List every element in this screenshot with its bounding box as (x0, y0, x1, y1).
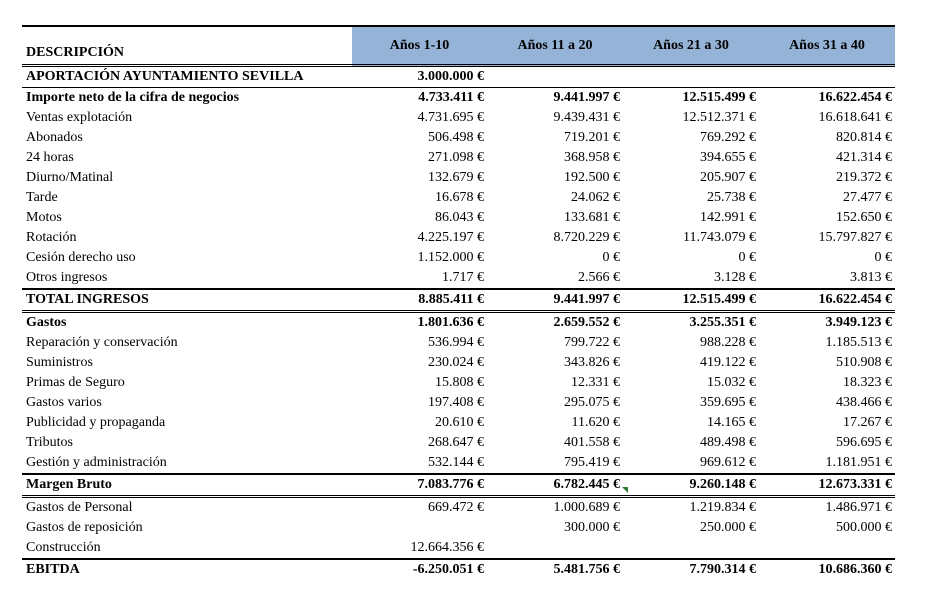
value-cell: 1.000.689 € (553, 500, 620, 515)
value-cell: 15.808 € (435, 375, 484, 390)
value-cell: 24.062 € (571, 190, 620, 205)
value-cell: 9.441.997 € (553, 90, 620, 105)
financial-table (22, 25, 895, 580)
value-cell: 3.000.000 € (352, 66, 487, 88)
value-cell: 799.722 € (564, 335, 620, 350)
value-cell: 536.994 € (428, 335, 484, 350)
value-cell: 17.267 € (843, 415, 892, 430)
value-cell: 1.152.000 € (417, 250, 484, 265)
value-cell: 2.659.552 € (553, 315, 620, 330)
value-cell: 969.612 € (700, 455, 756, 470)
row-label: Abonados (26, 130, 83, 145)
table-row (22, 66, 895, 88)
value-cell: 16.678 € (435, 190, 484, 205)
value-cell: -6.250.051 € (352, 559, 487, 580)
value-cell: 359.695 € (700, 395, 756, 410)
value-cell: 132.679 € (428, 170, 484, 185)
row-label: Diurno/Matinal (26, 170, 114, 185)
value-cell: 197.408 € (428, 395, 484, 410)
value-cell: 9.441.997 € (487, 289, 623, 312)
table-row (22, 168, 895, 188)
row-label: Gestión y administración (26, 455, 167, 470)
value-cell: 16.622.454 € (818, 90, 892, 105)
value-cell: 368.958 € (564, 150, 620, 165)
table-row (22, 268, 895, 289)
value-cell: 719.201 € (564, 130, 620, 145)
value-cell (759, 66, 895, 88)
value-cell: 7.083.776 € (352, 474, 487, 497)
table-row (22, 453, 895, 474)
table-row (22, 208, 895, 228)
value-cell: 1.219.834 € (689, 500, 756, 515)
value-cell: 419.122 € (700, 355, 756, 370)
value-cell: 9.439.431 € (553, 110, 620, 125)
value-cell: 3.128 € (714, 270, 756, 285)
value-cell: 394.655 € (700, 150, 756, 165)
value-cell: 596.695 € (836, 435, 892, 450)
value-cell: 12.673.331 € (759, 474, 895, 497)
value-cell: 15.032 € (707, 375, 756, 390)
value-cell: 268.647 € (428, 435, 484, 450)
header-years-1-10: Años 1-10 (352, 27, 487, 66)
value-cell: 230.024 € (428, 355, 484, 370)
value-cell: 12.664.356 € (410, 540, 484, 555)
row-label: Cesión derecho uso (26, 250, 136, 265)
value-cell: 795.419 € (564, 455, 620, 470)
row-label: 24 horas (26, 150, 74, 165)
row-label: EBITDA (22, 559, 352, 580)
value-cell: 86.043 € (435, 210, 484, 225)
value-cell: 8.720.229 € (553, 230, 620, 245)
value-cell: 2.566 € (578, 270, 620, 285)
row-label: Tarde (26, 190, 58, 205)
row-label: Otros ingresos (26, 270, 108, 285)
value-cell: 12.515.499 € (682, 90, 756, 105)
table-row (22, 248, 895, 268)
value-cell: 10.686.360 € (759, 559, 895, 580)
table-row (22, 128, 895, 148)
table-row (22, 433, 895, 453)
value-cell (623, 538, 759, 559)
row-label: Reparación y conservación (26, 335, 178, 350)
value-cell: 11.620 € (571, 415, 620, 430)
row-label: Ventas explotación (26, 110, 133, 125)
value-cell: 4.731.695 € (417, 110, 484, 125)
value-cell: 133.681 € (564, 210, 620, 225)
value-cell: 0 € (738, 250, 756, 265)
table-row (22, 474, 895, 497)
row-label: Rotación (26, 230, 77, 245)
table-row (22, 88, 895, 109)
value-cell: 1.181.951 € (825, 455, 892, 470)
value-cell: 14.165 € (707, 415, 756, 430)
row-label: Publicidad y propaganda (26, 415, 166, 430)
value-cell: 421.314 € (836, 150, 892, 165)
table-row (22, 393, 895, 413)
value-cell: 4.225.197 € (417, 230, 484, 245)
value-cell: 16.622.454 € (759, 289, 895, 312)
row-label: Construcción (26, 540, 101, 555)
value-cell: 489.498 € (700, 435, 756, 450)
value-cell: 1.801.636 € (417, 315, 484, 330)
value-cell: 20.610 € (435, 415, 484, 430)
table-row (22, 353, 895, 373)
header-row (22, 27, 895, 66)
value-cell (623, 66, 759, 88)
value-cell: 7.790.314 € (623, 559, 759, 580)
row-label: TOTAL INGRESOS (22, 289, 352, 312)
row-label: Tributos (26, 435, 73, 450)
value-cell: 250.000 € (700, 520, 756, 535)
value-cell: 3.813 € (850, 270, 892, 285)
value-cell: 500.000 € (836, 520, 892, 535)
value-cell: 219.372 € (836, 170, 892, 185)
row-label: Importe neto de la cifra de negocios (26, 90, 240, 105)
value-cell: 27.477 € (843, 190, 892, 205)
value-cell: 1.185.513 € (825, 335, 892, 350)
table-row (22, 538, 895, 559)
value-cell (487, 66, 623, 88)
value-cell: 9.260.148 € (623, 474, 759, 497)
value-cell (487, 538, 623, 559)
value-cell: 12.512.371 € (682, 110, 756, 125)
value-cell: 3.255.351 € (689, 315, 756, 330)
value-cell: 1.717 € (442, 270, 484, 285)
value-cell: 12.515.499 € (623, 289, 759, 312)
table-row (22, 559, 895, 580)
row-label: Suministros (26, 355, 93, 370)
row-label: Primas de Seguro (26, 375, 125, 390)
table-row (22, 497, 895, 519)
value-cell: 1.486.971 € (825, 500, 892, 515)
table-row (22, 108, 895, 128)
table-row (22, 289, 895, 312)
table-row (22, 518, 895, 538)
value-cell: 438.466 € (836, 395, 892, 410)
value-cell: 16.618.641 € (818, 110, 892, 125)
table-row (22, 373, 895, 393)
value-cell: 988.228 € (700, 335, 756, 350)
value-cell: 271.098 € (428, 150, 484, 165)
row-label: Margen Bruto (22, 474, 352, 497)
value-cell (759, 538, 895, 559)
value-cell: 142.991 € (700, 210, 756, 225)
table-row (22, 148, 895, 168)
table-row (22, 312, 895, 334)
row-label: Gastos de Personal (26, 500, 133, 515)
value-cell: 15.797.827 € (818, 230, 892, 245)
value-cell: 6.782.445 € (487, 474, 623, 497)
value-cell: 300.000 € (564, 520, 620, 535)
value-cell: 192.500 € (564, 170, 620, 185)
value-cell: 669.472 € (428, 500, 484, 515)
value-cell: 401.558 € (564, 435, 620, 450)
value-cell: 3.949.123 € (825, 315, 892, 330)
value-cell: 4.733.411 € (418, 90, 484, 105)
header-years-31-40: Años 31 a 40 (759, 27, 895, 66)
value-cell: 18.323 € (843, 375, 892, 390)
comment-marker-icon (622, 487, 628, 493)
value-cell: 295.075 € (564, 395, 620, 410)
table-row (22, 188, 895, 208)
value-cell: 25.738 € (707, 190, 756, 205)
row-label: Gastos varios (26, 395, 102, 410)
value-cell: 152.650 € (836, 210, 892, 225)
header-description: DESCRIPCIÓN (26, 45, 125, 60)
value-cell: 343.826 € (564, 355, 620, 370)
value-cell: 769.292 € (700, 130, 756, 145)
row-label: APORTACIÓN AYUNTAMIENTO SEVILLA (22, 66, 352, 88)
value-cell: 8.885.411 € (352, 289, 487, 312)
value-cell: 0 € (602, 250, 620, 265)
value-cell: 532.144 € (428, 455, 484, 470)
value-cell: 11.743.079 € (683, 230, 756, 245)
row-label: Motos (26, 210, 62, 225)
value-cell: 820.814 € (836, 130, 892, 145)
header-years-11-20: Años 11 a 20 (487, 27, 623, 66)
value-cell (352, 518, 487, 538)
table-row (22, 413, 895, 433)
table-row (22, 333, 895, 353)
value-cell: 5.481.756 € (487, 559, 623, 580)
value-cell: 510.908 € (836, 355, 892, 370)
value-cell: 205.907 € (700, 170, 756, 185)
row-label: Gastos de reposición (26, 520, 143, 535)
value-cell: 0 € (874, 250, 892, 265)
table-row (22, 228, 895, 248)
row-label: Gastos (26, 315, 67, 330)
header-years-21-30: Años 21 a 30 (623, 27, 759, 66)
value-cell: 506.498 € (428, 130, 484, 145)
value-cell: 12.331 € (571, 375, 620, 390)
